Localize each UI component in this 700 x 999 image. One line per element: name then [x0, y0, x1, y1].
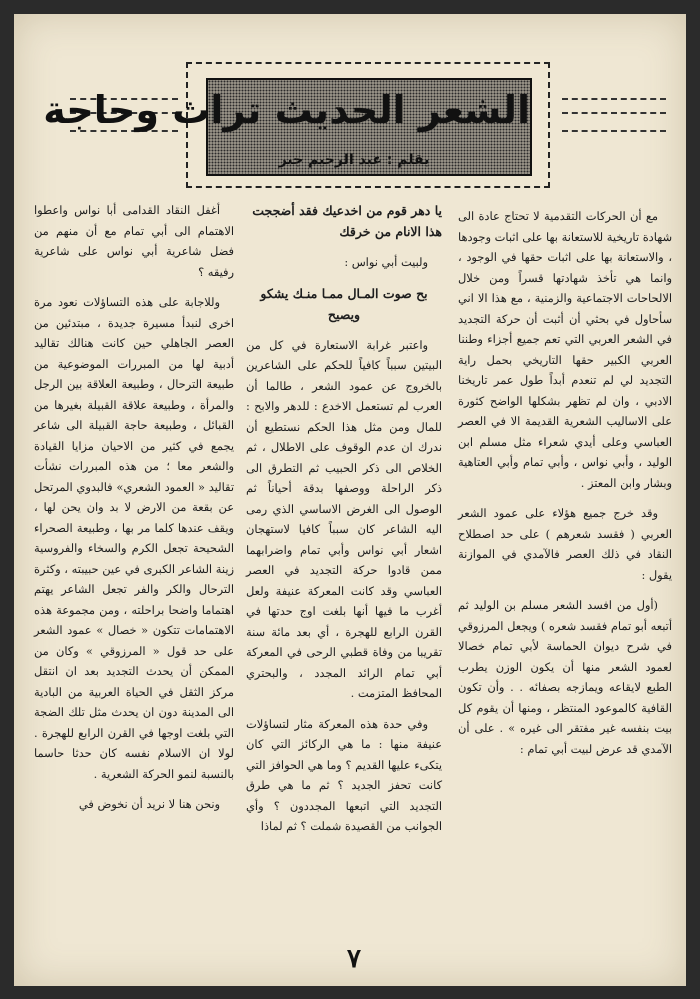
- verse-quote: يا دهر قوم من اخدعيك فقد أضججت هذا الانام من خرقك: [252, 203, 442, 239]
- magazine-page: [14, 14, 686, 986]
- paragraph: ولبيت أبي نواس :: [344, 255, 428, 269]
- paragraph: وقد خرج جميع هؤلاء على عمود الشعر العربي ( فقسد شعرهم ) على حد اصطلاح النقاد في ذلك العصر فالآمدي في الموازنة يقول :: [458, 506, 672, 582]
- verse-quote: بح صوت المـال ممـا منـك يشكو ويصيح: [260, 285, 428, 322]
- title-frame: [43, 62, 550, 188]
- paragraph: وفي حدة هذه المعركة مثار لتساؤلات عنيفة منها : ما هي الركائز التي كان يتكىء عليها القديم ؟ وما هي الحوافز التي كانت تحفز الجديد ؟ ثم ما هي طرق التجديد التي اتبعها المجددون ؟ وأي الجوانب من القصيدة شملت ؟ ثم لماذا: [246, 716, 442, 833]
- paragraph: (أول من افسد الشعر مسلم بن الوليد ثم أتبعه أبو تمام فقسد شعره ) ويجعل المرزوقي في شرح ديوان الحماسة لأبي تمام خصالا لعمود الشعر منها أن يكون الوزن يطرب الطبع لايقاعه ويمازجه بصفائه . . وأن تكون القافية كالموعود المنتظر ، ومنها أن يقوم كل بيت بنفسه غير مفتقر الى غيره » . على أن الآمدي قد عرض لبيت أبي تمام :: [458, 598, 672, 756]
- decorative-hatch-right: [562, 98, 666, 132]
- page-number: ٧: [347, 944, 361, 974]
- paragraph: وللاجابة على هذه التساؤلات نعود مرة اخرى لنبدأ مسيرة جديدة ، مبتدئين من العصر الجاهلي حين كانت هنالك تقاليد أدبية لها من المبررات الموضوعية من طبيعة الترحال ، وطبيعة العلاقة بين الرجل والمرأة ، وطبيعة علاقة القبيلة بغيرها من القبائل ، وطبيعة حاجة القبيلة الى شاعر يجمع في كثير من الاحيان مزايا القيادة والشعر معا ؛ من هذه المبررات نشأت تقاليد « العمود الشعري» فالبدوي المرتحل عن بقعة من الارض لا بد وان يحن لها ، ويقف عندها كلما مر بها ، وطبيعة الصحراء الشحيحة تجعل الكرم والسخاء والفروسية زينة الشاعر الكبرى في عين حبيبته ، وكثرة الترحال والكر والفر تجعل الشاعر يهتم اهتماما واضحا براحلته ، ومن مجموعة هذه الاهتمامات تتكون « خصال » عمود الشعر على حد قول « المرزوقي » وكان من الممكن أن يحدث التجديد بعد ان انتقل مركز الثقل في الحياة العربية من البادية الى المدينة دون ان يحدث مثل تلك الضجة التي بلغت اوجها في القرن الرابع للهجرة . لولا ان الاسلام نفسه كان حدثا حاسما بالنسبة لنمو الحركة الشعرية .: [34, 295, 234, 781]
- column-left: [34, 200, 234, 960]
- paragraph: ونحن هنا لا نريد أن نخوض في: [78, 797, 220, 811]
- column-right: [458, 206, 672, 966]
- paragraph: واعتبر غرابة الاستعارة في كل من البيتين سبباً كافياً للحكم على الشاعرين بالخروج عن عمود الشعر ، طالما أن العرب لم تستعمل الاخدع : للدهر والابح : للمال ومن مثل هذا الحكم نستطيع أن ندرك ان عدم الوقوف على الاطلال ، ثم الخلاص الى ذكر الحبيب ثم التطرق الى ذكر الراحلة ووصفها بدقة أحياناً ثم الوصول الى الغرض الاساسي الذي رمى اليه الشاعر كان سبباً كافيا لاستهجان اشعار أبي نواس وأبي تمام واضرابهما ممن قادوا حركة التجديد في العصر العباسي وقد كانت المعركة عنيفة ولعل أغرب ما فيها أنها بلغت اوج حدتها في القرن الرابع للهجرة ، أي بعد مائة سنة تقريبا من وفاة قطبي الرحى في المعركة أبي تمام الرائد المجدد ، والبحتري المحافظ المتزمت .: [246, 337, 442, 700]
- column-middle: [246, 200, 442, 960]
- title-banner: [43, 78, 532, 176]
- article-title: الشعر الحديث تراث وحاجة: [43, 88, 530, 132]
- paragraph: أغفل النقاد القدامى أبا نواس واعطوا الاهتمام الى أبي تمام مع أن منهم من فضل شاعرية أبي نواس على شاعرية رفيقه ؟: [34, 203, 234, 279]
- paragraph: مع أن الحركات التقدمية لا تحتاج عادة الى شهادة تاريخية للاستعانة بها على اثبات وجودها ، والاستعانة بها على اثبات حقها في الوجود ، وانما هي تأخذ شهادتها قسراً ومن خلال الالحاحات الاجتماعية والزمنية ، مع هذا الا اني سأحاول في بحثي أن أثبت أن حركة التجديد في الشعر العربي التي تعم جميع أجزاء وطننا العربي الكبير حقها التاريخي بحمل راية التجديد لي لم تنعدم أبداً طول عمر تاريخنا الادبي ، وان لم تظهر بشكلها الواضح كثورة على الاساليب الشعرية القديمة الا في العصر العباسي وعلى أيدي شعراء مثل مسلم ابن الوليد ، وأبي نواس ، وأبي تمام وأبي العتاهية وبشار وابن المعتز .: [458, 209, 672, 490]
- author-byline: بقلم : عبد الرحيم جبر: [278, 152, 430, 168]
